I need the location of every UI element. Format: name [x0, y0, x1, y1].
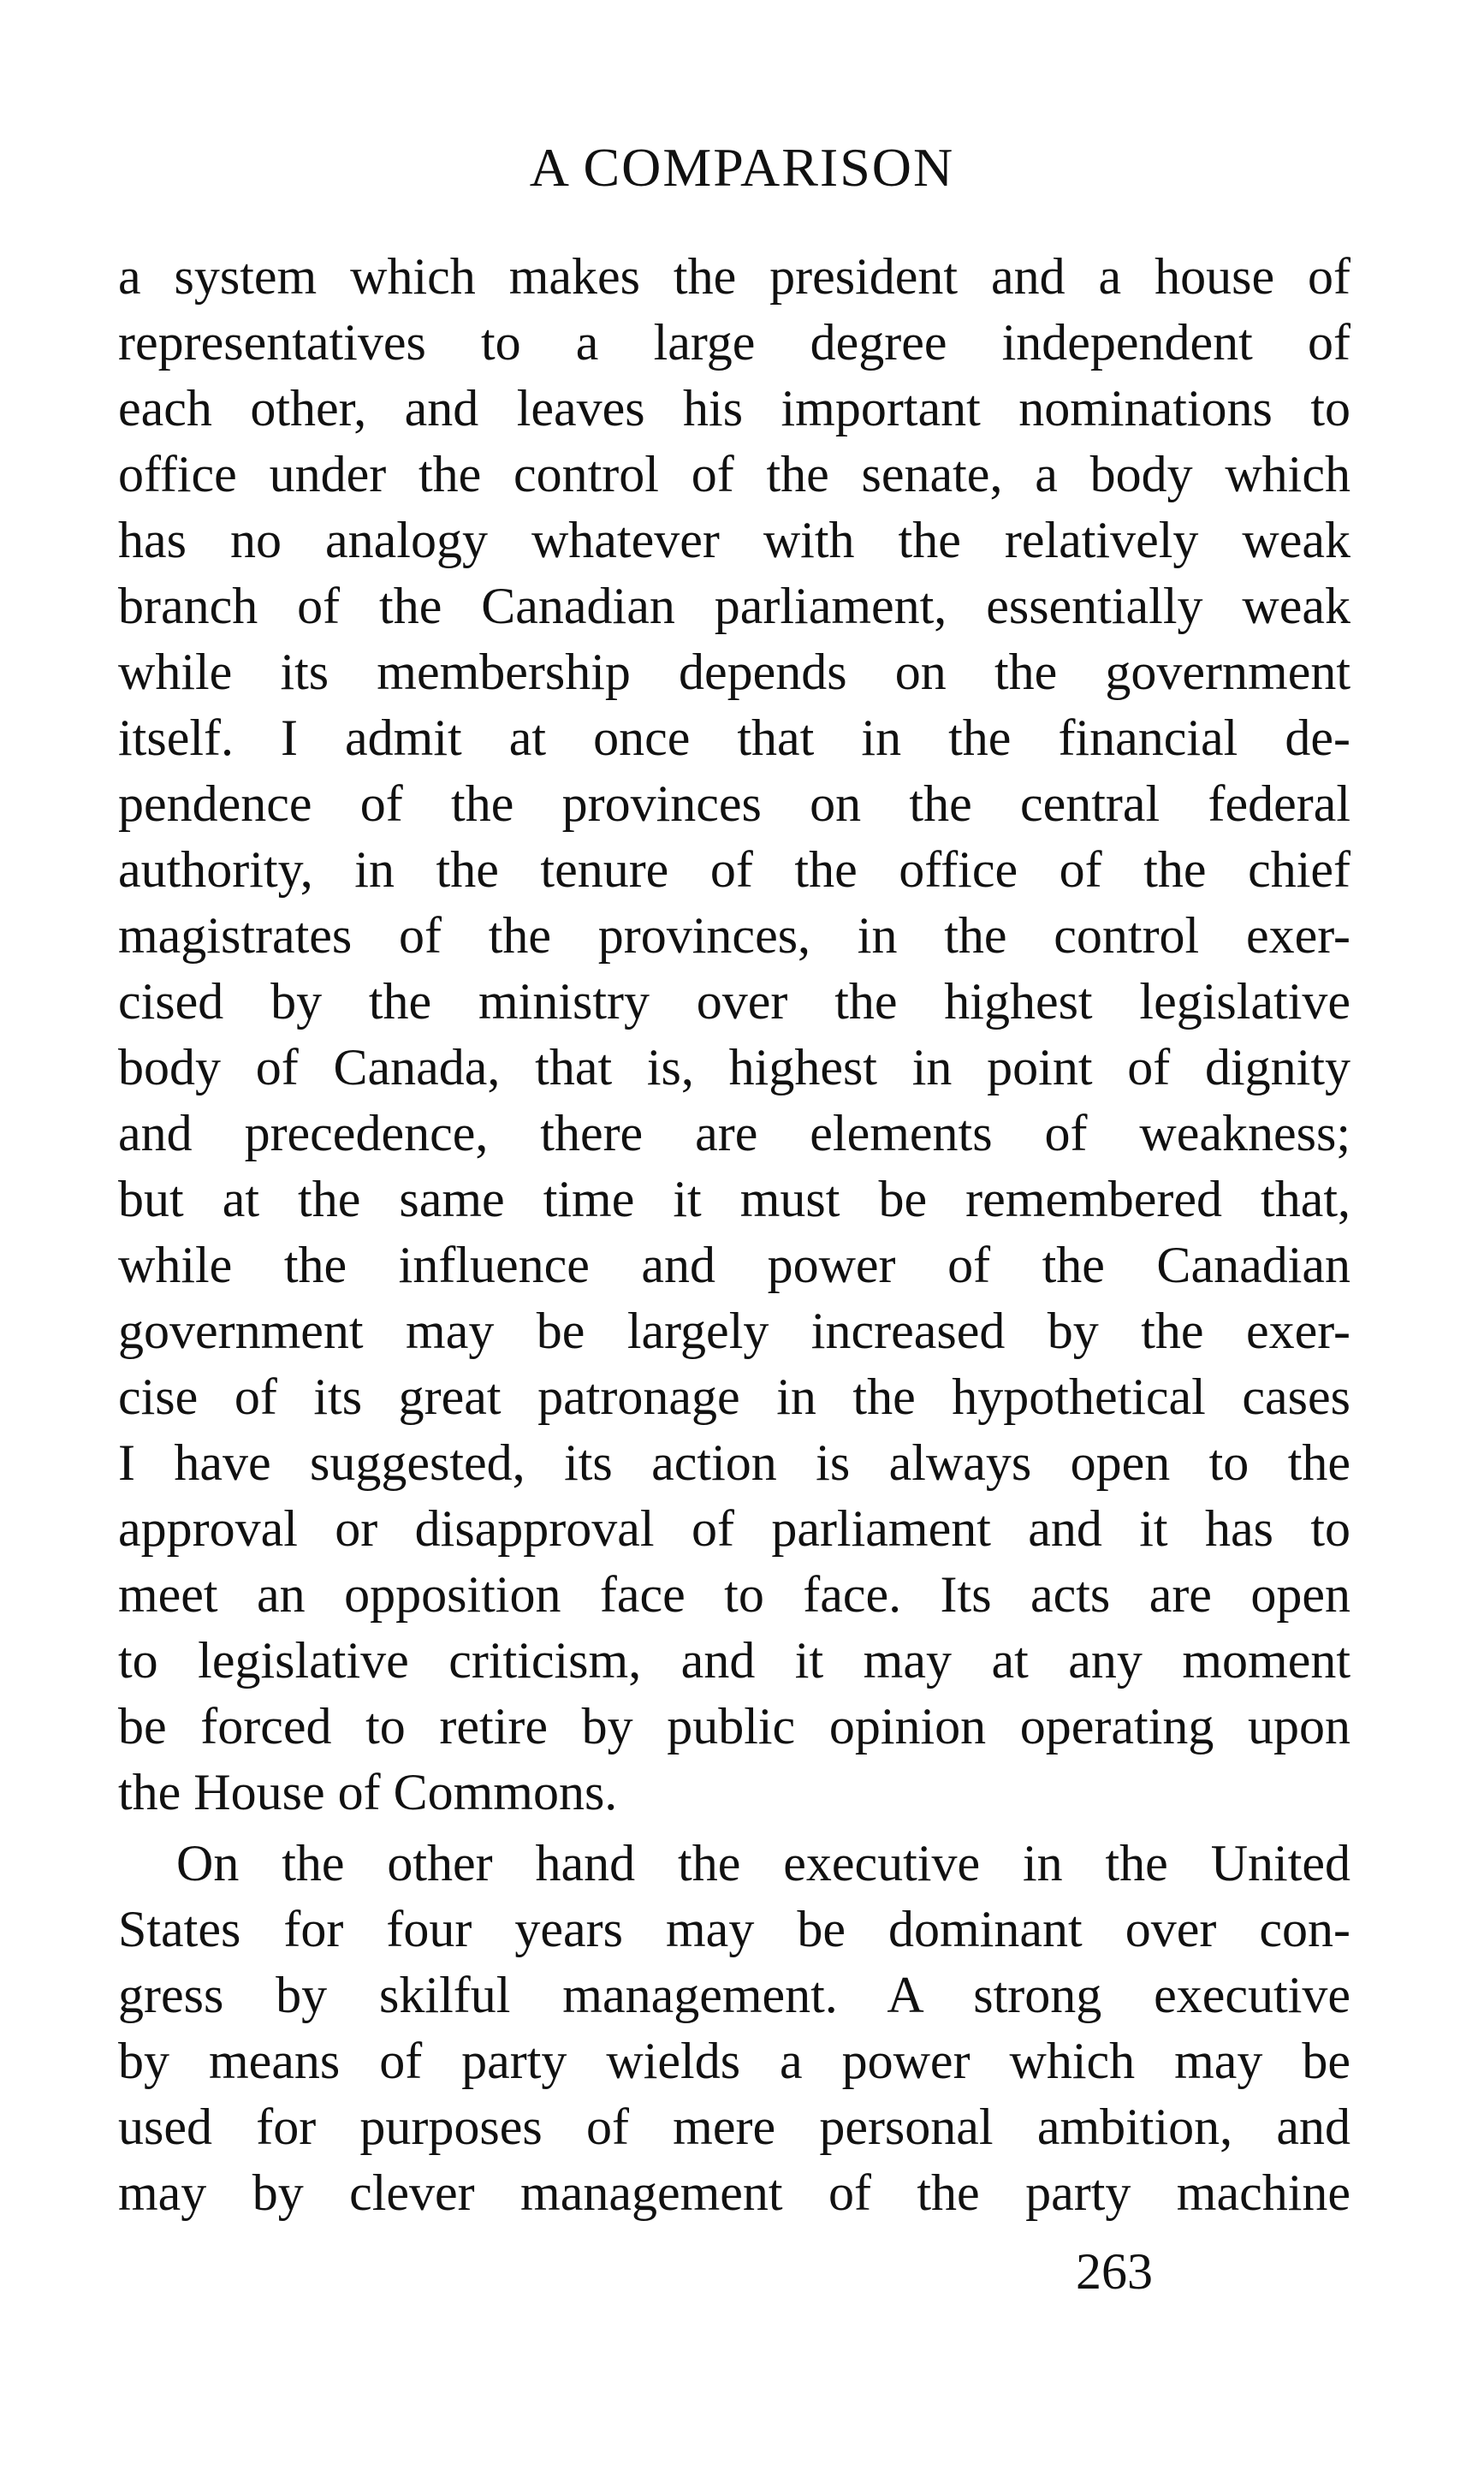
text-line: itself. I admit at once that in the financial de-	[118, 710, 1350, 766]
text-line: branch of the Canadian parliament, essentially weak	[118, 578, 1350, 634]
text-line: meet an opposition face to face. Its acts are open	[118, 1566, 1350, 1623]
text-line: used for purposes of mere personal ambition, and	[118, 2099, 1350, 2155]
text-line: pendence of the provinces on the central federal	[118, 775, 1350, 832]
text-line: may by clever management of the party machine	[118, 2164, 1350, 2221]
running-head: A COMPARISON	[529, 137, 955, 198]
text-line: each other, and leaves his important nominations to	[118, 380, 1350, 436]
text-line: a system which makes the president and a house of	[118, 248, 1350, 305]
text-line: has no analogy whatever with the relatively weak	[118, 512, 1350, 568]
text-line: government may be largely increased by the exer-	[118, 1303, 1350, 1359]
text-line: office under the control of the senate, a body which	[118, 446, 1350, 502]
text-line: cise of its great patronage in the hypothetical cases	[118, 1369, 1350, 1425]
paragraph	[118, 244, 1350, 1826]
text-line: States for four years may be dominant over con-	[118, 1901, 1350, 1957]
text-line: gress by skilful management. A strong executive	[118, 1967, 1350, 2023]
text-line: to legislative criticism, and it may at any moment	[118, 1632, 1350, 1689]
text-line: approval or disapproval of parliament and it has to	[118, 1500, 1350, 1557]
text-line: representatives to a large degree independent of	[118, 314, 1350, 371]
paragraph	[118, 1831, 1350, 2226]
text-line: while its membership depends on the government	[118, 644, 1350, 700]
page-number: 263	[1076, 2243, 1153, 2300]
text-line: be forced to retire by public opinion operating upon	[118, 1698, 1350, 1755]
text-line: the House of Commons.	[118, 1764, 618, 1820]
text-line: and precedence, there are elements of weakness;	[118, 1105, 1350, 1161]
text-line: I have suggested, its action is always open to the	[118, 1434, 1350, 1491]
text-line: magistrates of the provinces, in the control exer-	[118, 907, 1350, 964]
text-line: authority, in the tenure of the office of the chief	[118, 841, 1350, 898]
body-text	[118, 244, 1350, 2226]
text-line: but at the same time it must be remembered that,	[118, 1171, 1350, 1227]
text-line: while the influence and power of the Canadian	[118, 1237, 1350, 1293]
text-line: On the other hand the executive in the United	[176, 1835, 1350, 1891]
text-line: body of Canada, that is, highest in point of dignity	[118, 1039, 1350, 1095]
text-line: cised by the ministry over the highest legislative	[118, 973, 1350, 1030]
text-line: by means of party wields a power which may be	[118, 2033, 1350, 2089]
